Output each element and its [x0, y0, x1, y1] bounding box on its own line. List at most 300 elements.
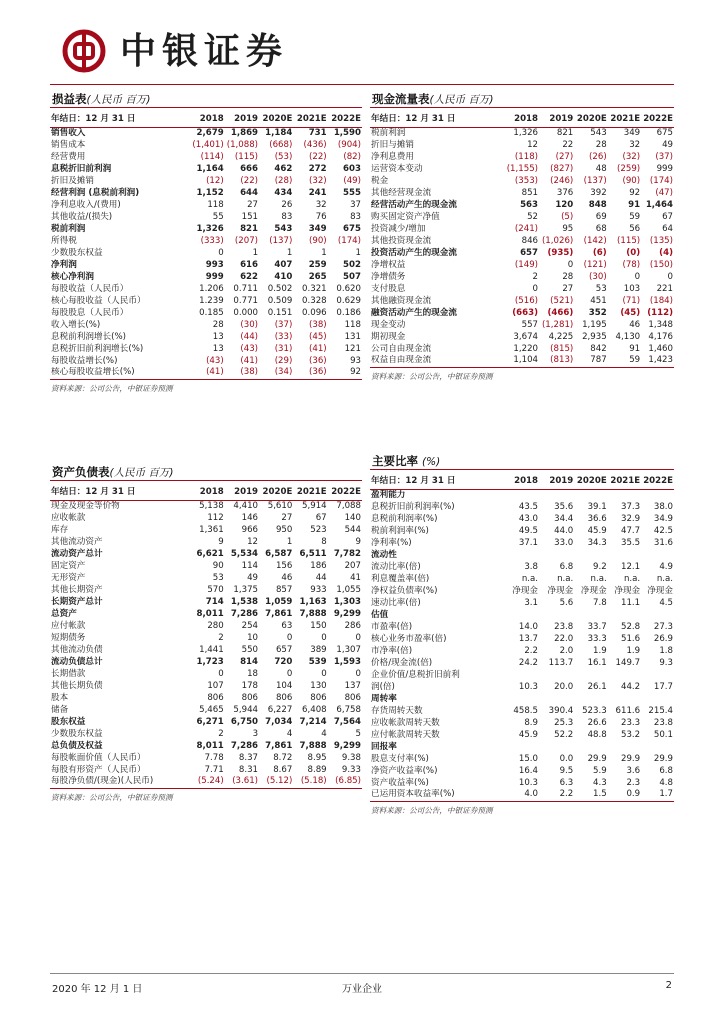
cell-value: 33.7: [587, 621, 607, 632]
cash-flow-source-note: 资料来源：公司公告，中银证券预测: [371, 371, 493, 381]
cell-value: 15.0: [518, 753, 539, 764]
cell-value: (521): [550, 295, 574, 306]
cell-value: 9.38: [341, 752, 361, 763]
income-statement: [50, 91, 362, 395]
table-row: [50, 319, 362, 331]
row-label: 净利润: [51, 259, 77, 270]
cell-value: 0.0: [559, 753, 574, 764]
cell-value: 8.9: [524, 717, 539, 728]
cell-value: 34.3: [587, 537, 607, 548]
table-row: [50, 355, 362, 367]
cell-value: 1,723: [196, 656, 224, 667]
row-label: 净利息费用: [371, 151, 414, 162]
row-label: 收入增长(%): [51, 319, 101, 330]
cell-value: 149.7: [615, 657, 641, 668]
cell-value: 53: [212, 572, 224, 583]
cell-value: 1,220: [513, 343, 539, 354]
cell-value: 806: [207, 692, 224, 703]
row-label: 运营资本变动: [371, 163, 423, 174]
cell-value: 3.8: [524, 561, 539, 572]
cell-value: (22): [309, 151, 327, 162]
cell-value: 1: [286, 247, 293, 258]
cell-value: [608, 693, 641, 705]
cell-value: 675: [656, 127, 673, 138]
cell-value: n.a.: [656, 573, 673, 584]
row-label: 税前利润: [51, 223, 86, 234]
row-label: 其他收益/(损失): [51, 211, 113, 222]
cell-value: 265: [308, 271, 327, 282]
table-row: [370, 223, 674, 235]
cell-value: 842: [590, 343, 607, 354]
cell-value: n.a.: [590, 573, 607, 584]
column-header-label: 年结日：12 月 31 日: [371, 113, 456, 124]
row-label: 净资产收益率(%): [371, 765, 438, 776]
cell-value: 6.3: [559, 777, 574, 788]
cell-value: 1.7: [659, 789, 673, 800]
cell-value: 28: [595, 139, 607, 150]
table-row: [50, 331, 362, 343]
cell-value: (6.85): [335, 776, 361, 787]
cell-value: (246): [550, 175, 574, 186]
cell-value: (259): [617, 163, 641, 174]
row-label: 盈利能力: [371, 489, 406, 500]
cell-value: 26.1: [587, 681, 607, 692]
cell-value: 146: [241, 512, 259, 523]
cell-value: [501, 741, 539, 753]
table-row: [50, 680, 362, 692]
cell-value: 92: [629, 187, 641, 198]
row-label: 市净率(倍): [371, 645, 413, 656]
row-label: 储备: [51, 704, 69, 715]
cell-value: 543: [274, 223, 293, 234]
cell-value: 502: [343, 259, 361, 270]
cell-value: 1,590: [333, 127, 361, 138]
row-label: 流动负债总计: [51, 656, 103, 667]
cell-value: 555: [343, 187, 361, 198]
row-label: 利息覆盖率(倍): [371, 573, 430, 584]
cell-value: 4: [286, 728, 293, 739]
brand-name: 中银证券: [120, 30, 289, 72]
cell-value: (44): [240, 331, 259, 342]
table-row: [50, 692, 362, 704]
cell-value: 27.3: [653, 621, 673, 632]
cell-value: 851: [521, 187, 539, 198]
cell-value: 846: [521, 235, 539, 246]
column-header-year: 2019: [234, 486, 259, 497]
cell-value: 6,587: [265, 548, 293, 559]
cell-value: 2.2: [524, 645, 539, 656]
cell-value: 23.8: [653, 717, 673, 728]
row-label: 投资减少/增加: [371, 223, 426, 234]
cell-value: 352: [588, 307, 607, 318]
cell-value: 1,460: [648, 343, 673, 354]
row-label: 流动资产总计: [51, 548, 103, 559]
cell-value: 8.37: [238, 752, 259, 763]
cell-value: 137: [344, 680, 361, 691]
row-label: 经营费用: [51, 151, 86, 162]
cell-value: (53): [274, 151, 293, 162]
table-row: [370, 211, 674, 223]
cell-value: 1,464: [645, 199, 673, 210]
cell-value: (184): [649, 295, 673, 306]
cell-value: (30): [240, 319, 259, 330]
column-header-year: 2019: [549, 475, 574, 486]
table-row: [370, 549, 674, 561]
cell-value: [501, 669, 539, 681]
row-label: 润(倍): [371, 681, 395, 692]
cell-value: 4.8: [659, 777, 673, 788]
table-header-row: [50, 111, 362, 127]
cell-value: 1.5: [593, 789, 607, 800]
cell-value: 10.3: [518, 681, 539, 692]
cell-value: 120: [555, 199, 574, 210]
table-row: [370, 343, 674, 355]
table-row: [50, 163, 362, 175]
table-header-row: [50, 484, 362, 500]
row-label: 支付股息: [371, 283, 406, 294]
table-row: [370, 585, 674, 597]
cell-value: 1,152: [196, 187, 224, 198]
cell-value: 53.2: [621, 729, 641, 740]
cell-value: (78): [622, 259, 641, 270]
cell-value: 0: [321, 632, 327, 643]
table-row: [370, 319, 674, 331]
row-label: 期初现金: [371, 331, 406, 342]
cell-value: 2: [218, 728, 224, 739]
table-row: [50, 187, 362, 199]
cell-value: 410: [274, 271, 293, 282]
cell-value: (36): [309, 367, 327, 378]
table-row: [50, 199, 362, 211]
table-row: [370, 561, 674, 573]
table-row: [370, 705, 674, 717]
cell-value: (4): [659, 247, 673, 258]
row-label: 长期资产总计: [51, 596, 103, 607]
key-ratios-table: [370, 473, 674, 802]
cell-value: 37: [350, 199, 361, 210]
cell-value: 0: [355, 632, 361, 643]
cell-value: [641, 741, 674, 753]
cell-value: 5,944: [233, 704, 259, 715]
cell-value: (27): [555, 151, 574, 162]
row-label: 速动比率(倍): [371, 597, 421, 608]
row-label: 其他投资现金流: [371, 235, 432, 246]
cell-value: 1,164: [196, 163, 224, 174]
cell-value: 0.321: [302, 283, 327, 294]
row-label: 权益自由现金流: [371, 355, 432, 366]
table-row: [50, 271, 362, 283]
cell-value: [574, 741, 607, 753]
column-header-year: 2019: [234, 113, 259, 124]
cell-value: 7,214: [299, 716, 327, 727]
cell-value: 806: [310, 692, 327, 703]
row-label: 少数股东权益: [51, 728, 103, 739]
cell-value: (38): [309, 319, 327, 330]
column-header-label: 年结日：12 月 31 日: [51, 113, 136, 124]
table-row: [370, 573, 674, 585]
table-row: [50, 668, 362, 680]
cell-value: 507: [343, 271, 361, 282]
cell-value: (115): [617, 235, 641, 246]
cell-value: 35.5: [621, 537, 641, 548]
row-label: 净增权益: [371, 259, 406, 270]
cell-value: 4,130: [615, 331, 641, 342]
cell-value: (37): [274, 319, 293, 330]
cell-value: 1: [321, 247, 327, 258]
table-row: [50, 560, 362, 572]
cell-value: (43): [206, 355, 224, 366]
cell-value: 1,326: [513, 127, 539, 138]
cell-value: 814: [240, 656, 259, 667]
cell-value: 45.9: [587, 525, 607, 536]
table-row: [50, 728, 362, 740]
cell-value: 38.0: [653, 501, 673, 512]
cell-value: 114: [241, 560, 259, 571]
row-label: 投资活动产生的现金流: [371, 247, 457, 258]
footer-rule: [50, 973, 674, 974]
cell-value: 140: [344, 512, 361, 523]
cell-value: 26: [281, 199, 293, 210]
cell-value: (1,026): [541, 235, 574, 246]
cell-value: 净现金: [647, 585, 673, 596]
row-label: 融资活动产生的现金流: [371, 307, 457, 318]
cell-value: 933: [310, 584, 327, 595]
cell-value: 8.67: [273, 764, 293, 775]
cell-value: 407: [274, 259, 293, 270]
table-row: [50, 776, 362, 788]
row-label: 企业价值/息税折旧前利: [371, 669, 460, 680]
row-label: 短期债务: [51, 632, 86, 643]
row-label: 应收帐款: [51, 512, 86, 523]
cell-value: 91: [628, 199, 641, 210]
cell-value: [608, 549, 641, 561]
cell-value: 215.4: [648, 705, 673, 716]
table-row: [50, 307, 362, 319]
table-row: [50, 740, 362, 752]
cell-value: (28): [274, 175, 293, 186]
cell-value: [608, 741, 641, 753]
cell-value: 966: [241, 524, 259, 535]
table-header-row: [370, 473, 674, 489]
row-label: 税金: [371, 175, 389, 186]
cell-value: (137): [269, 235, 293, 246]
cell-value: 8,011: [196, 740, 224, 751]
row-label: 其他流动负债: [51, 644, 103, 655]
cell-value: [574, 693, 607, 705]
cell-value: 622: [240, 271, 259, 282]
cell-value: (45): [620, 307, 641, 318]
cell-value: 603: [343, 163, 361, 174]
row-label: 息税前利润率(%): [371, 513, 438, 524]
cell-value: 9.5: [559, 765, 574, 776]
table-row: [370, 247, 674, 259]
cell-value: 1.8: [659, 645, 673, 656]
cell-value: 43.5: [518, 501, 539, 512]
cell-value: 29.9: [653, 753, 673, 764]
cell-value: 7,034: [265, 716, 293, 727]
cell-value: 3: [252, 728, 259, 739]
row-label: 应付帐款: [51, 620, 86, 631]
cell-value: 4,410: [233, 500, 259, 511]
cell-value: 0.711: [233, 283, 259, 294]
cell-value: 28: [212, 319, 224, 330]
cell-value: 104: [275, 680, 293, 691]
cell-value: 18: [247, 668, 259, 679]
cell-value: 16.4: [518, 765, 539, 776]
row-label: 股息支付率(%): [371, 753, 429, 764]
column-header-year: 2021E: [610, 113, 641, 124]
cell-value: 857: [275, 584, 293, 595]
table-row: [50, 572, 362, 584]
row-label: 公司自由现金流: [371, 343, 432, 354]
cell-value: 44: [315, 572, 327, 583]
cell-value: 63: [281, 620, 293, 631]
cell-value: 33.0: [554, 537, 574, 548]
cell-value: 净现金: [614, 585, 641, 596]
table-row: [50, 524, 362, 536]
table-row: [370, 645, 674, 657]
cell-value: [501, 489, 539, 501]
cell-value: 539: [308, 656, 327, 667]
cell-value: [574, 609, 607, 621]
cell-value: 9,299: [333, 608, 361, 619]
cell-value: 27: [281, 512, 293, 523]
cell-value: 3.1: [524, 597, 539, 608]
table-row: [50, 656, 362, 668]
cell-value: 8.72: [273, 752, 293, 763]
cell-value: 25.3: [554, 717, 574, 728]
cell-value: 9,299: [333, 740, 361, 751]
cell-value: [608, 669, 641, 681]
cell-value: (36): [309, 355, 327, 366]
cell-value: 611.6: [615, 705, 641, 716]
cell-value: [574, 489, 607, 501]
cell-value: 46: [629, 319, 641, 330]
cell-value: 39.1: [587, 501, 607, 512]
cell-value: (33): [274, 331, 293, 342]
key-ratios: [370, 453, 674, 817]
cell-value: 0: [218, 668, 224, 679]
cell-value: 27: [562, 283, 574, 294]
table-row: [50, 704, 362, 716]
cell-value: (174): [337, 235, 361, 246]
cell-value: 3.6: [626, 765, 641, 776]
cell-value: 26.6: [587, 717, 607, 728]
cell-value: (37): [655, 151, 673, 162]
cell-value: 787: [590, 355, 607, 366]
cell-value: 1,348: [648, 319, 673, 330]
row-label: 已运用资本收益率(%): [371, 789, 455, 800]
row-label: 息税折旧前利润增长(%): [51, 343, 144, 354]
cell-value: (5): [561, 211, 574, 222]
cell-value: 451: [590, 295, 607, 306]
cell-value: n.a.: [557, 573, 574, 584]
row-label: 核心每股收益（人民币）: [51, 295, 146, 306]
cell-value: (5.24): [197, 776, 224, 787]
cell-value: (1,088): [226, 139, 259, 150]
row-label: 税前利润率(%): [371, 525, 429, 536]
cell-value: [574, 669, 607, 681]
cell-value: (31): [274, 343, 293, 354]
cell-value: 657: [520, 247, 539, 258]
cell-value: 376: [556, 187, 574, 198]
column-header-year: 2019: [549, 113, 574, 124]
row-label: 经营活动产生的现金流: [371, 199, 457, 210]
column-header-year: 2018: [514, 113, 539, 124]
row-label: 净权益负债率(%): [371, 585, 438, 596]
cell-value: 1,055: [336, 584, 361, 595]
cell-value: 0.629: [336, 295, 361, 306]
cell-value: (38): [240, 367, 259, 378]
cell-value: 1: [286, 536, 293, 547]
row-label: 净利率(%): [371, 537, 412, 548]
table-row: [50, 175, 362, 187]
cell-value: (935): [547, 247, 574, 258]
income-source-note: 资料来源：公司公告，中银证券预测: [51, 383, 173, 393]
cell-value: 0: [286, 668, 293, 679]
column-header-year: 2018: [514, 475, 539, 486]
cell-value: 1,059: [265, 596, 293, 607]
cell-value: 720: [274, 656, 293, 667]
cell-value: 999: [205, 271, 224, 282]
cell-value: (333): [200, 235, 224, 246]
cell-value: 1,104: [513, 355, 539, 366]
cell-value: 0.502: [267, 283, 293, 294]
cell-value: 5.9: [593, 765, 607, 776]
cell-value: 272: [308, 163, 327, 174]
cell-value: 8: [321, 536, 327, 547]
cell-value: n.a.: [521, 573, 539, 584]
cell-value: 6,271: [196, 716, 224, 727]
cell-value: 5,465: [199, 704, 224, 715]
cell-value: [641, 669, 674, 681]
column-header-year: 2018: [199, 486, 224, 497]
cell-value: 8.31: [238, 764, 259, 775]
cell-value: (174): [649, 175, 673, 186]
cell-value: 50.1: [653, 729, 673, 740]
cell-value: 6,621: [196, 548, 224, 559]
cell-value: 7.78: [204, 752, 224, 763]
table-row: [50, 259, 362, 271]
row-label: 流动性: [371, 549, 397, 560]
cell-value: 0.328: [302, 295, 327, 306]
column-header-year: 2021E: [296, 486, 327, 497]
cell-value: 1,195: [582, 319, 607, 330]
cell-value: 0: [355, 668, 361, 679]
cell-value: 1,441: [199, 644, 224, 655]
cell-value: 0.509: [267, 295, 293, 306]
table-row: [370, 283, 674, 295]
page-number: 2: [665, 980, 672, 991]
cell-value: 616: [240, 259, 259, 270]
table-row: [50, 367, 362, 379]
cell-value: 6,227: [267, 704, 293, 715]
row-label: 其他长期资产: [51, 584, 103, 595]
cell-value: 17.7: [653, 681, 673, 692]
cell-value: (82): [343, 151, 361, 162]
cell-value: 557: [521, 319, 539, 330]
cell-value: (12): [206, 175, 224, 186]
cell-value: 156: [275, 560, 293, 571]
cell-value: 0.620: [336, 283, 361, 294]
row-label: 固定资产: [51, 560, 86, 571]
cell-value: 37.1: [518, 537, 539, 548]
cell-value: (1,155): [506, 163, 539, 174]
row-label: 销售成本: [51, 139, 86, 150]
cell-value: 16.1: [587, 657, 607, 668]
cell-value: (815): [550, 343, 574, 354]
header-rule: [50, 84, 674, 85]
